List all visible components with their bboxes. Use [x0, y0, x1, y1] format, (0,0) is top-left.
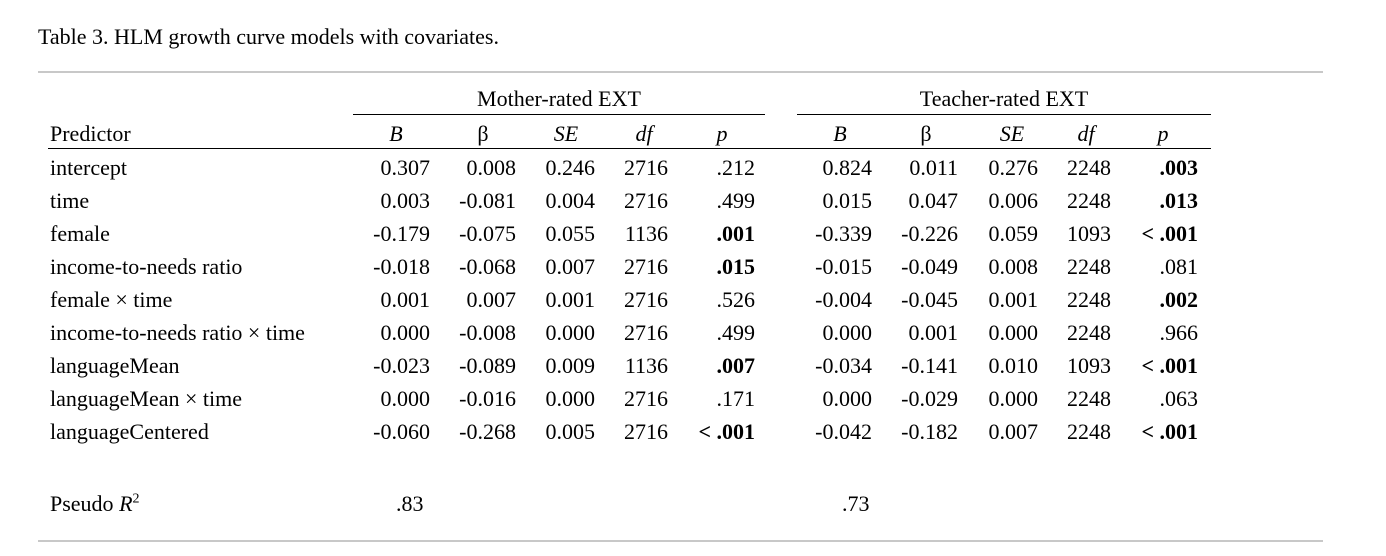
row-label: female [50, 221, 110, 246]
mother-cell: 2716 [624, 386, 668, 411]
mother-cell: 0.007 [466, 287, 516, 312]
pseudo-r2-mother: .83 [396, 491, 424, 516]
mother-cell: 2716 [624, 254, 668, 279]
group-line-mother [353, 114, 765, 115]
mother-cell: 0.004 [545, 188, 595, 213]
teacher-cell: -0.045 [901, 287, 958, 312]
group-line-teacher [797, 114, 1211, 115]
mother-cell: -0.023 [373, 353, 430, 378]
teacher-cell: 2248 [1067, 188, 1111, 213]
mother-cell: 0.000 [380, 386, 430, 411]
row-label: time [50, 188, 90, 213]
mother-cell: 1136 [624, 353, 668, 378]
teacher-cell: 2248 [1067, 419, 1111, 444]
mother-cell: -0.008 [459, 320, 516, 345]
header-mother-col-0: B [389, 121, 403, 146]
header-mother-col-2: SE [553, 121, 579, 146]
teacher-cell: 1093 [1067, 353, 1111, 378]
teacher-cell: 0.015 [822, 188, 872, 213]
teacher-cell: 0.000 [822, 386, 872, 411]
teacher-cell: 2248 [1067, 320, 1111, 345]
mother-cell: 0.008 [466, 155, 516, 180]
mother-cell: -0.179 [373, 221, 430, 246]
teacher-cell: 0.011 [909, 155, 958, 180]
mother-cell: 0.001 [545, 287, 595, 312]
teacher-cell: 0.047 [908, 188, 958, 213]
mother-cell: 2716 [624, 320, 668, 345]
teacher-cell: .013 [1159, 188, 1198, 213]
teacher-cell: < .001 [1141, 353, 1198, 378]
header-predictor: Predictor [50, 121, 131, 146]
teacher-cell: -0.034 [815, 353, 872, 378]
mother-cell: .007 [716, 353, 755, 378]
header-mother-col-3: df [635, 121, 653, 146]
mother-cell: .526 [716, 287, 755, 312]
header-teacher-col-1: β [920, 121, 932, 146]
teacher-cell: 0.006 [988, 188, 1038, 213]
teacher-cell: 0.008 [988, 254, 1038, 279]
mother-cell: 0.246 [545, 155, 595, 180]
mother-cell: 2716 [624, 155, 668, 180]
teacher-cell: .003 [1159, 155, 1198, 180]
teacher-cell: -0.004 [815, 287, 872, 312]
mother-cell: -0.075 [459, 221, 516, 246]
mother-cell: 0.000 [380, 320, 430, 345]
mother-cell: -0.060 [373, 419, 430, 444]
teacher-cell: 0.000 [988, 386, 1038, 411]
mother-cell: .212 [716, 155, 755, 180]
mother-cell: -0.268 [459, 419, 516, 444]
mother-cell: 0.055 [545, 221, 595, 246]
header-teacher-col-3: df [1077, 121, 1095, 146]
pseudo-r2-symbol: R [119, 491, 133, 516]
header-teacher-col-0: B [833, 121, 847, 146]
mother-cell: 0.007 [545, 254, 595, 279]
row-label: income-to-needs ratio [50, 254, 243, 279]
row-label: languageCentered [50, 419, 209, 444]
teacher-cell: 2248 [1067, 155, 1111, 180]
mother-cell: .015 [716, 254, 755, 279]
pseudo-r2-superscript: 2 [132, 491, 140, 507]
teacher-cell: 2248 [1067, 386, 1111, 411]
mother-cell: .001 [716, 221, 755, 246]
teacher-cell: .081 [1159, 254, 1198, 279]
teacher-cell: 2248 [1067, 254, 1111, 279]
pseudo-r2-label [50, 490, 140, 518]
row-label: intercept [50, 155, 127, 180]
mother-cell: 0.000 [545, 320, 595, 345]
teacher-cell: -0.029 [901, 386, 958, 411]
teacher-cell: 2248 [1067, 287, 1111, 312]
teacher-cell: < .001 [1141, 221, 1198, 246]
mother-cell: 0.001 [380, 287, 430, 312]
teacher-cell: -0.015 [815, 254, 872, 279]
teacher-cell: .063 [1159, 386, 1198, 411]
mother-cell: .499 [716, 320, 755, 345]
mother-cell: 0.000 [545, 386, 595, 411]
mother-cell: -0.089 [459, 353, 516, 378]
mother-cell: 0.307 [380, 155, 430, 180]
mother-cell: 2716 [624, 188, 668, 213]
teacher-cell: 0.824 [822, 155, 872, 180]
teacher-cell: -0.141 [901, 353, 958, 378]
mother-cell: 2716 [624, 419, 668, 444]
header-mother-col-4: p [716, 121, 728, 146]
teacher-cell: 0.276 [988, 155, 1038, 180]
teacher-cell: 0.001 [908, 320, 958, 345]
row-label: languageMean [50, 353, 180, 378]
mother-cell: 2716 [624, 287, 668, 312]
teacher-cell: .002 [1159, 287, 1198, 312]
teacher-cell: -0.049 [901, 254, 958, 279]
row-label: languageMean × time [50, 386, 243, 411]
mother-cell: .499 [716, 188, 755, 213]
header-teacher-col-4: p [1157, 121, 1169, 146]
mother-cell: -0.081 [459, 188, 516, 213]
teacher-cell: -0.042 [815, 419, 872, 444]
mother-cell: -0.018 [373, 254, 430, 279]
teacher-cell: .966 [1159, 320, 1198, 345]
group-title-mother: Mother-rated EXT [477, 86, 641, 111]
mother-cell: .171 [716, 386, 755, 411]
mother-cell: < .001 [698, 419, 755, 444]
mother-cell: -0.068 [459, 254, 516, 279]
header-mother-col-1: β [477, 121, 489, 146]
row-label: income-to-needs ratio × time [50, 320, 305, 345]
table-caption: Table 3. HLM growth curve models with covariates. [38, 24, 499, 49]
header-rule [48, 148, 1211, 149]
pseudo-r2-teacher: .73 [842, 491, 870, 516]
teacher-cell: -0.339 [815, 221, 872, 246]
teacher-cell: 0.007 [988, 419, 1038, 444]
teacher-cell: 0.001 [988, 287, 1038, 312]
header-teacher-col-2: SE [999, 121, 1025, 146]
row-label: female × time [50, 287, 173, 312]
teacher-cell: 0.000 [988, 320, 1038, 345]
group-title-teacher: Teacher-rated EXT [919, 86, 1089, 111]
top-rule [38, 71, 1323, 73]
mother-cell: 0.009 [545, 353, 595, 378]
bottom-rule [38, 540, 1323, 542]
teacher-cell: -0.182 [901, 419, 958, 444]
mother-cell: 1136 [624, 221, 668, 246]
mother-cell: -0.016 [459, 386, 516, 411]
pseudo-r2-text: Pseudo [50, 491, 120, 516]
teacher-cell: 0.000 [822, 320, 872, 345]
teacher-cell: -0.226 [901, 221, 958, 246]
teacher-cell: < .001 [1141, 419, 1198, 444]
mother-cell: 0.003 [380, 188, 430, 213]
mother-cell: 0.005 [545, 419, 595, 444]
teacher-cell: 1093 [1067, 221, 1111, 246]
teacher-cell: 0.059 [988, 221, 1038, 246]
teacher-cell: 0.010 [988, 353, 1038, 378]
